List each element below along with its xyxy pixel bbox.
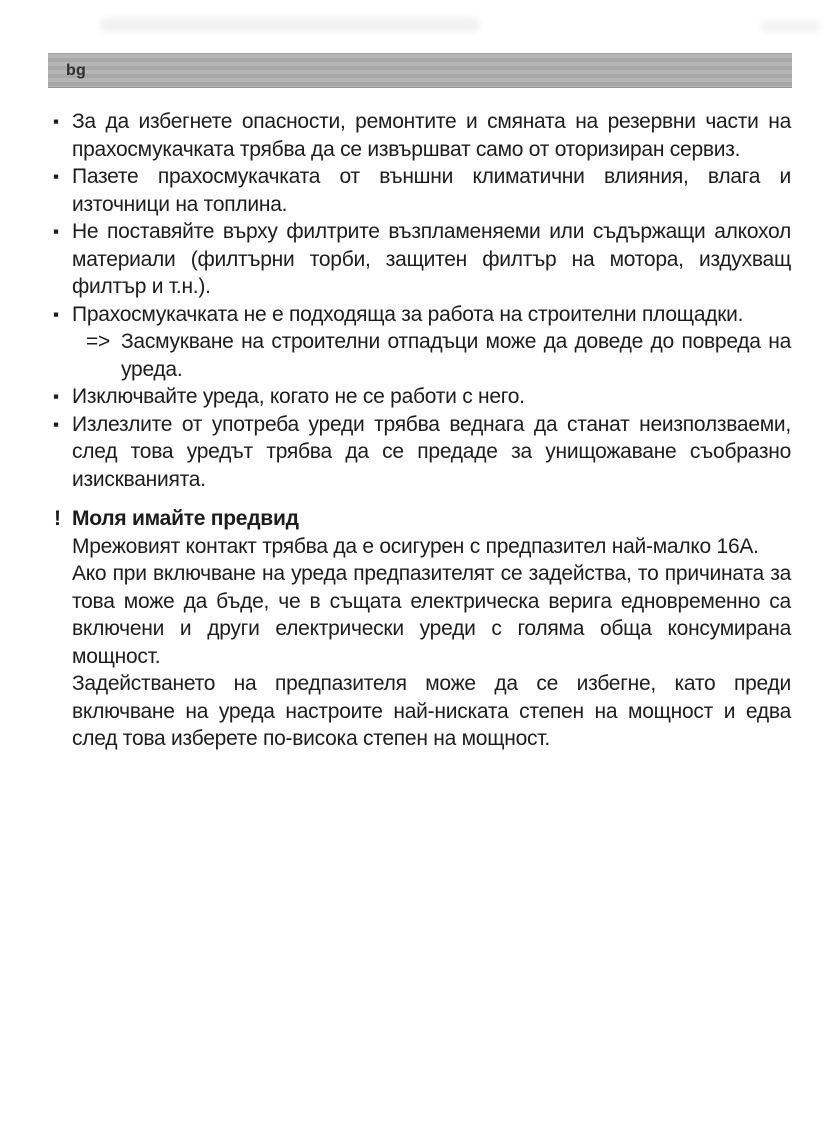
list-item-text: Пазете прахосмукачката от външни климатични влияния, влага и източници на топлина. <box>72 165 791 216</box>
square-bullet-icon: ▪ <box>53 414 59 434</box>
note-section <box>53 505 791 753</box>
note-paragraph: Мрежовият контакт трябва да е осигурен с предпазител най-малко 16А. <box>72 534 759 558</box>
list-item-text: Изключвайте уреда, когато не се работи с него. <box>72 385 525 408</box>
list-item <box>53 163 791 218</box>
square-bullet-icon: ▪ <box>53 304 59 324</box>
scan-artifact-smudge <box>100 18 480 32</box>
list-item <box>53 108 791 163</box>
exclamation-marker: ! <box>54 507 61 530</box>
square-bullet-icon: ▪ <box>53 222 59 241</box>
scan-artifact-smudge <box>761 20 821 32</box>
note-paragraph: Задействането на предпазителя може да се избегне, като преди включване на уреда настроите най-ниската степен на мощност и едва след това изберете по-висока степен на мощност. <box>72 672 791 750</box>
list-item <box>53 301 791 384</box>
list-item-text: Не поставяйте върху филтрите възпламеняеми или съдържащи алкохол материали (филтърни торби, защитен филтър на мотора, издухващ филтър и т.н.). <box>72 220 791 298</box>
list-item-text: За да избегнете опасности, ремонтите и смяната на резервни части на прахосмукачката трябва да се извършват само от оторизиран сервиз. <box>72 110 791 161</box>
list-item-text: Прахосмукачката не е подходяща за работа на строителни площадки. <box>72 302 744 326</box>
square-bullet-icon: ▪ <box>53 112 59 131</box>
arrow-marker: => <box>86 330 111 353</box>
consequence-note-text: Засмукване на строителни отпадъци може да доведе до повреда на уреда. <box>121 330 791 381</box>
language-code-label: bg <box>66 61 86 79</box>
list-item-text: Излезлите от употреба уреди трябва веднага да станат неизползваеми, след това уредът трябва да се предаде за унищожаване съобразно изискванията. <box>72 412 791 491</box>
list-item <box>53 411 791 494</box>
note-paragraph: Ако при включване на уреда предпазителят се задейства, то причината за това може да бъде, че в същата електрическа верига едновременно са включени и други електрически уреди с голяма обща консумирана мощност. <box>72 562 791 668</box>
consequence-note <box>72 328 791 383</box>
note-title: Моля имайте предвид <box>72 507 299 530</box>
safety-instructions-list <box>53 108 791 493</box>
page-content <box>53 108 791 753</box>
list-item <box>53 383 791 411</box>
language-header-bar <box>48 53 792 88</box>
square-bullet-icon: ▪ <box>53 387 59 406</box>
note-heading <box>53 505 791 533</box>
square-bullet-icon: ▪ <box>53 167 59 186</box>
list-item <box>53 218 791 301</box>
